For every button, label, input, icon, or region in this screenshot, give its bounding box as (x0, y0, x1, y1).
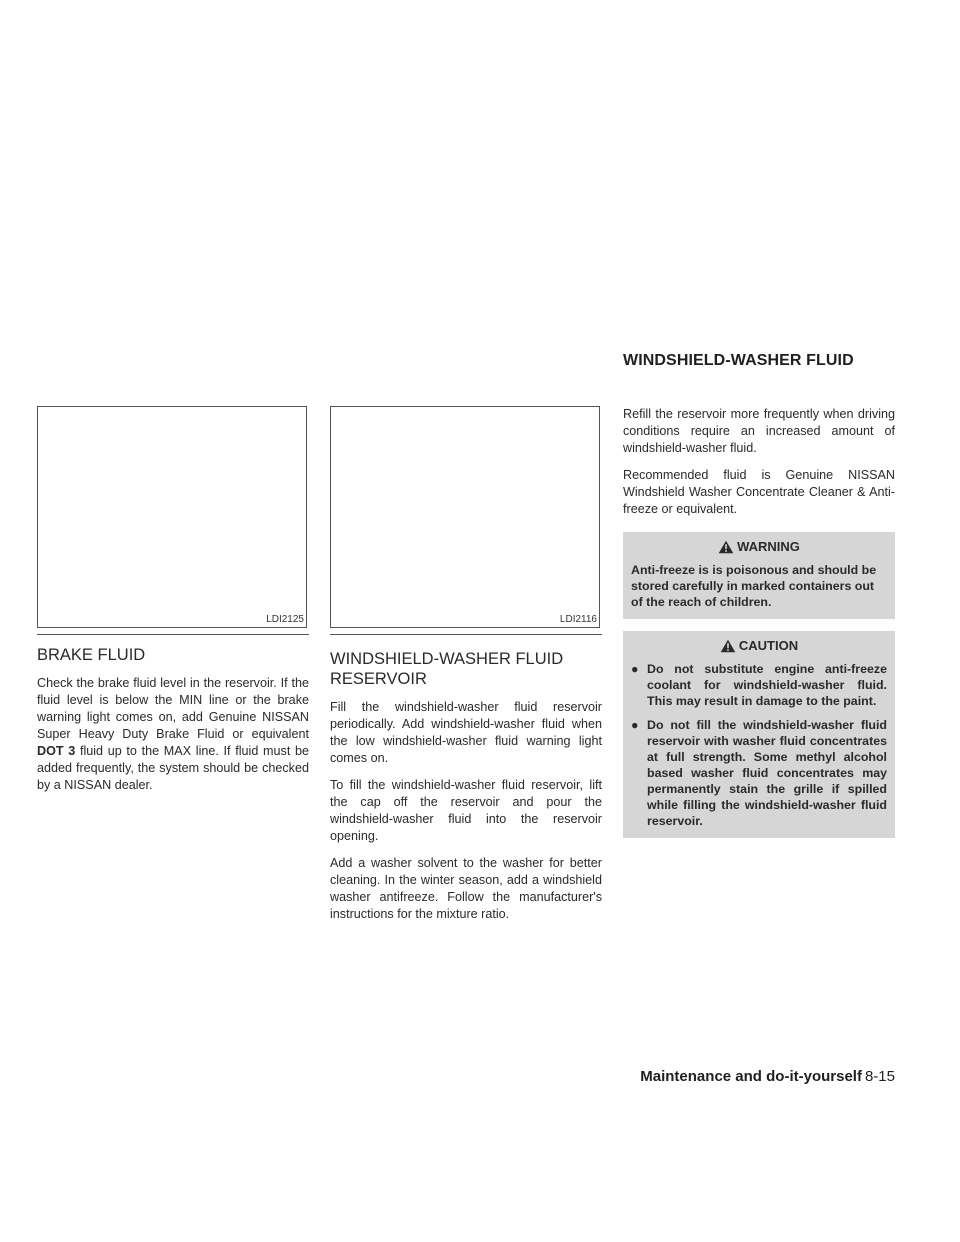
heading-washer-reservoir: WINDSHIELD-WASHER FLUID RESERVOIR (330, 650, 564, 688)
bullet-icon: ● (631, 662, 639, 676)
caution-item-text: Do not fill the windshield-washer fluid reservoir with washer fluid concentrates at full strength. Some methyl alcohol based washer fluid concentrates may permanently stain the grille if spilled while filling the windshield-washer fluid reservoir. (647, 718, 887, 828)
bullet-icon: ● (631, 718, 639, 732)
reservoir-paragraph-2: To fill the windshield-washer fluid reservoir, lift the cap off the reservoir and pour the windshield-washer fluid into the reservoir opening. (330, 778, 602, 843)
figure-brake-reservoir (37, 406, 307, 628)
caution-icon (720, 639, 736, 653)
heading-brake-fluid: BRAKE FLUID (37, 646, 146, 664)
caution-item-text: Do not substitute engine anti-freeze coolant for windshield-washer fluid. This may result in damage to the paint. (647, 662, 887, 708)
warning-text: Anti-freeze is is poisonous and should be stored carefully in marked containers out of the reach of children. (631, 563, 877, 609)
caution-box (623, 631, 895, 838)
reservoir-paragraph-3: Add a washer solvent to the washer for better cleaning. In the winter season, add a windshield washer antifreeze. Follow the manufacturer's instructions for the mixture ratio. (330, 856, 602, 921)
caution-title: CAUTION (738, 638, 799, 653)
page-footer (623, 1068, 895, 1085)
footer-section: Maintenance and do-it-yourself (640, 1068, 862, 1085)
figure-divider (37, 634, 309, 635)
column-reservoir (330, 406, 602, 933)
warning-header (631, 539, 887, 554)
figure-washer-reservoir (330, 406, 600, 628)
figure-label: LDI2125 (266, 614, 304, 625)
warning-title: WARNING (737, 539, 800, 554)
caution-item (631, 661, 887, 709)
section-title: WINDSHIELD-WASHER FLUID (623, 352, 854, 369)
column-right (623, 406, 895, 838)
right-paragraph-1: Refill the reservoir more frequently when driving conditions require an increased amount of windshield-washer fluid. (623, 407, 895, 455)
page-number: 8-15 (864, 1068, 895, 1085)
right-paragraph-2: Recommended fluid is Genuine NISSAN Windshield Washer Concentrate Cleaner & Anti-freeze or equivalent. (623, 468, 895, 516)
brake-text-a: Check the brake fluid level in the reservoir. If the fluid level is below the MIN line or the brake warning light comes on, add Genuine NISSAN Super Heavy Duty Brake Fluid or equivalent (37, 676, 309, 741)
column-brake (37, 406, 309, 804)
reservoir-paragraph-1: Fill the windshield-washer fluid reservoir periodically. Add windshield-washer fluid when the low windshield-washer fluid warning light comes on. (330, 700, 602, 765)
caution-header (631, 638, 887, 653)
brake-text-b: fluid up to the MAX line. If fluid must be added frequently, the system should be checked by a NISSAN dealer. (37, 744, 310, 792)
figure-divider (330, 634, 602, 635)
brake-text-bold: DOT 3 (37, 744, 76, 758)
brake-paragraph (37, 675, 309, 794)
figure-label: LDI2116 (559, 614, 597, 625)
warning-box (623, 532, 895, 619)
warning-icon (718, 540, 734, 554)
caution-item (631, 717, 887, 829)
